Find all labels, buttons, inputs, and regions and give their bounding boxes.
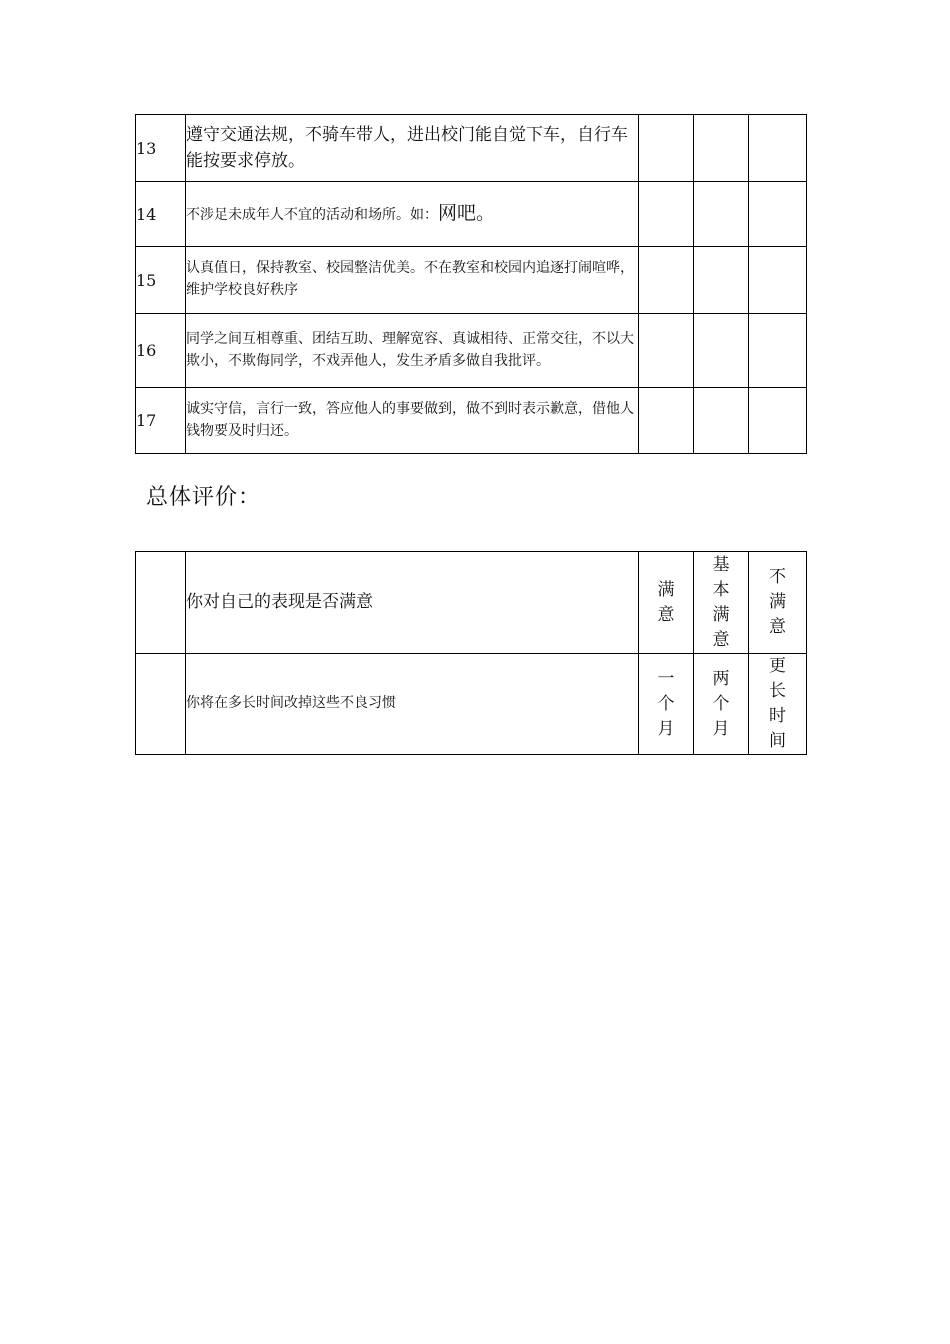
overall-evaluation-heading: 总体评价： xyxy=(146,485,262,510)
option-label: 基 本 满 意 xyxy=(712,554,730,650)
rating-cell[interactable] xyxy=(749,115,807,182)
option-two-months[interactable] xyxy=(694,654,749,755)
question-timeframe: 你将在多长时间改掉这些不良习惯 xyxy=(186,654,639,755)
option-satisfied[interactable] xyxy=(639,552,694,654)
row-number: 16 xyxy=(136,314,186,388)
table-row xyxy=(136,247,807,314)
row-text: 诚实守信，言行一致，答应他人的事要做到，做不到时表示歉意，借他人钱物要及时归还。 xyxy=(186,388,639,454)
rating-cell[interactable] xyxy=(639,388,694,454)
rating-cell[interactable] xyxy=(639,182,694,247)
table-row xyxy=(136,654,807,755)
row-number: 13 xyxy=(136,115,186,182)
behavior-checklist-table xyxy=(135,114,807,454)
rating-cell[interactable] xyxy=(749,247,807,314)
rating-cell[interactable] xyxy=(749,314,807,388)
row-text: 遵守交通法规，不骑车带人，进出校门能自觉下车，自行车能按要求停放。 xyxy=(186,115,639,182)
option-longer[interactable] xyxy=(749,654,807,755)
row-text-emphasis: 网吧。 xyxy=(438,202,496,225)
row-text: 认真值日，保持教室、校园整洁优美。不在教室和校园内追逐打闹喧哗，维护学校良好秩序 xyxy=(186,247,639,314)
rating-cell[interactable] xyxy=(694,182,749,247)
table-row xyxy=(136,314,807,388)
rating-cell[interactable] xyxy=(749,182,807,247)
rating-cell[interactable] xyxy=(694,115,749,182)
row-number: 14 xyxy=(136,182,186,247)
rating-cell[interactable] xyxy=(749,388,807,454)
option-label: 满 意 xyxy=(657,579,675,625)
table-row xyxy=(136,182,807,247)
overall-evaluation-table xyxy=(135,551,807,755)
option-not-satisfied[interactable] xyxy=(749,552,807,654)
rating-cell[interactable] xyxy=(694,247,749,314)
option-one-month[interactable] xyxy=(639,654,694,755)
row-text: 同学之间互相尊重、团结互助、理解宽容、真诚相待、正常交往，不以大欺小，不欺侮同学，不戏弄他人，发生矛盾多做自我批评。 xyxy=(186,314,639,388)
row-text xyxy=(186,182,639,247)
question-satisfaction: 你对自己的表现是否满意 xyxy=(186,552,639,654)
rating-cell[interactable] xyxy=(694,314,749,388)
row-number: 17 xyxy=(136,388,186,454)
option-label: 两 个 月 xyxy=(712,668,730,739)
rating-cell[interactable] xyxy=(639,247,694,314)
table-row xyxy=(136,115,807,182)
blank-cell xyxy=(136,552,186,654)
rating-cell[interactable] xyxy=(639,314,694,388)
option-label: 不 满 意 xyxy=(769,567,786,637)
table-row xyxy=(136,552,807,654)
option-basically-satisfied[interactable] xyxy=(694,552,749,654)
rating-cell[interactable] xyxy=(639,115,694,182)
row-text-main: 不涉足未成年人不宜的活动和场所。如： xyxy=(186,207,438,224)
table-row xyxy=(136,388,807,454)
option-label: 一 个 月 xyxy=(657,668,675,739)
row-number: 15 xyxy=(136,247,186,314)
rating-cell[interactable] xyxy=(694,388,749,454)
blank-cell xyxy=(136,654,186,755)
option-label: 更 长 时 间 xyxy=(769,656,786,751)
